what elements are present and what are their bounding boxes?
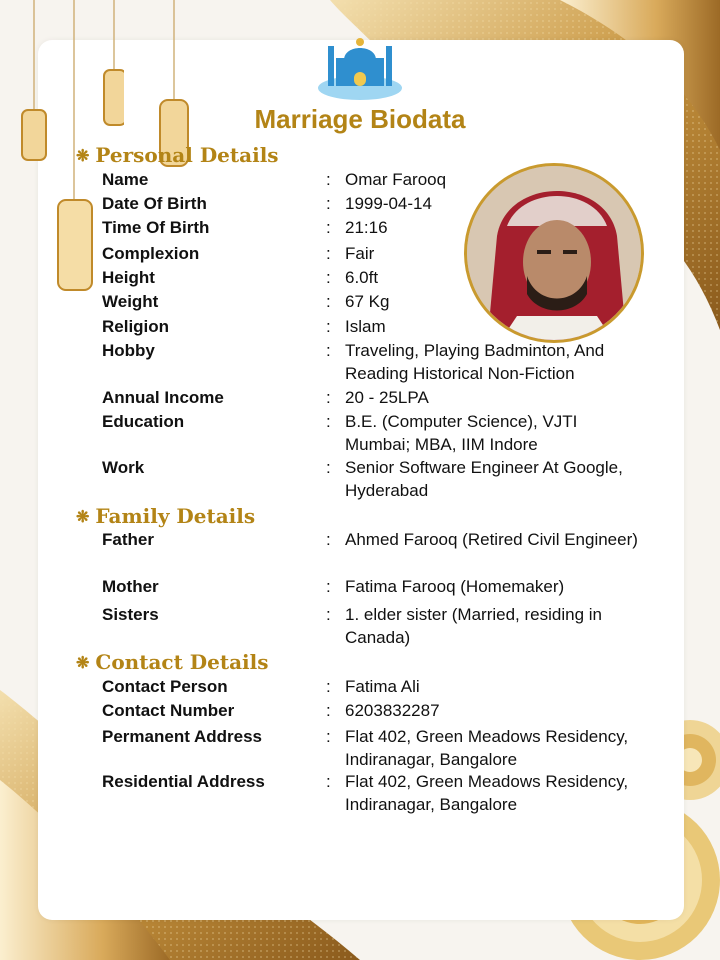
detail-label: Name (102, 170, 149, 189)
detail-label: Father (102, 530, 154, 549)
colon: : (326, 701, 331, 720)
detail-value: Fatima Farooq (Homemaker) (345, 577, 565, 596)
colon: : (326, 577, 331, 596)
section-heading-family (76, 504, 255, 528)
detail-value: Islam (345, 317, 386, 336)
mosque-icon (316, 16, 404, 102)
colon: : (326, 268, 331, 287)
detail-value: 67 Kg (345, 292, 390, 311)
detail-value: Ahmed Farooq (Retired Civil Engineer) (345, 530, 638, 549)
section-title: Personal Details (95, 143, 279, 167)
colon: : (326, 530, 331, 549)
detail-value: 1. elder sister (Married, residing in Canada) (345, 605, 602, 647)
detail-value: 21:16 (345, 218, 388, 237)
detail-value: B.E. (Computer Science), VJTI Mumbai; MBA, IIM Indore (345, 412, 578, 454)
detail-label: Date Of Birth (102, 194, 207, 213)
detail-label: Contact Number (102, 701, 235, 720)
detail-value: Senior Software Engineer At Google, Hyderabad (345, 458, 623, 500)
detail-label: Religion (102, 317, 170, 336)
page-title: Marriage Biodata (254, 104, 466, 134)
detail-value: Flat 402, Green Meadows Residency, Indiranagar, Bangalore (345, 772, 629, 814)
colon: : (326, 341, 331, 360)
section-title: Contact Details (95, 650, 269, 674)
detail-label: Mother (102, 577, 159, 596)
detail-label: Work (102, 458, 145, 477)
detail-label: Education (102, 412, 185, 431)
colon: : (326, 244, 331, 263)
detail-label: Height (102, 268, 155, 287)
section-heading-contact (76, 650, 269, 674)
colon: : (326, 605, 331, 624)
detail-value: Fair (345, 244, 375, 263)
colon: : (326, 194, 331, 213)
colon: : (326, 772, 331, 791)
detail-label: Complexion (102, 244, 200, 263)
colon: : (326, 388, 331, 407)
detail-value: Omar Farooq (345, 170, 447, 189)
detail-label: Time Of Birth (102, 218, 210, 237)
detail-value: 6203832287 (345, 701, 440, 720)
detail-value: 20 - 25LPA (345, 388, 429, 407)
colon: : (326, 677, 331, 696)
detail-label: Permanent Address (102, 727, 262, 746)
detail-label: Residential Address (102, 772, 265, 791)
detail-label: Contact Person (102, 677, 228, 696)
section-title: Family Details (95, 504, 256, 528)
colon: : (326, 458, 331, 477)
detail-label: Weight (102, 292, 159, 311)
detail-value: 1999-04-14 (345, 194, 432, 213)
colon: : (326, 218, 331, 237)
colon: : (326, 727, 331, 746)
colon: : (326, 412, 331, 431)
star-icon: ❋ (76, 652, 90, 672)
star-icon: ❋ (76, 145, 90, 165)
star-icon: ❋ (76, 506, 90, 526)
section-heading-personal (76, 143, 279, 167)
colon: : (326, 317, 331, 336)
detail-label: Hobby (102, 341, 155, 360)
detail-label: Sisters (102, 605, 159, 624)
detail-value: Traveling, Playing Badminton, And Reading Historical Non-Fiction (345, 341, 605, 383)
colon: : (326, 292, 331, 311)
detail-value: Fatima Ali (345, 677, 420, 696)
detail-value: 6.0ft (345, 268, 379, 287)
detail-label: Annual Income (102, 388, 224, 407)
colon: : (326, 170, 331, 189)
detail-value: Flat 402, Green Meadows Residency, Indiranagar, Bangalore (345, 727, 629, 769)
